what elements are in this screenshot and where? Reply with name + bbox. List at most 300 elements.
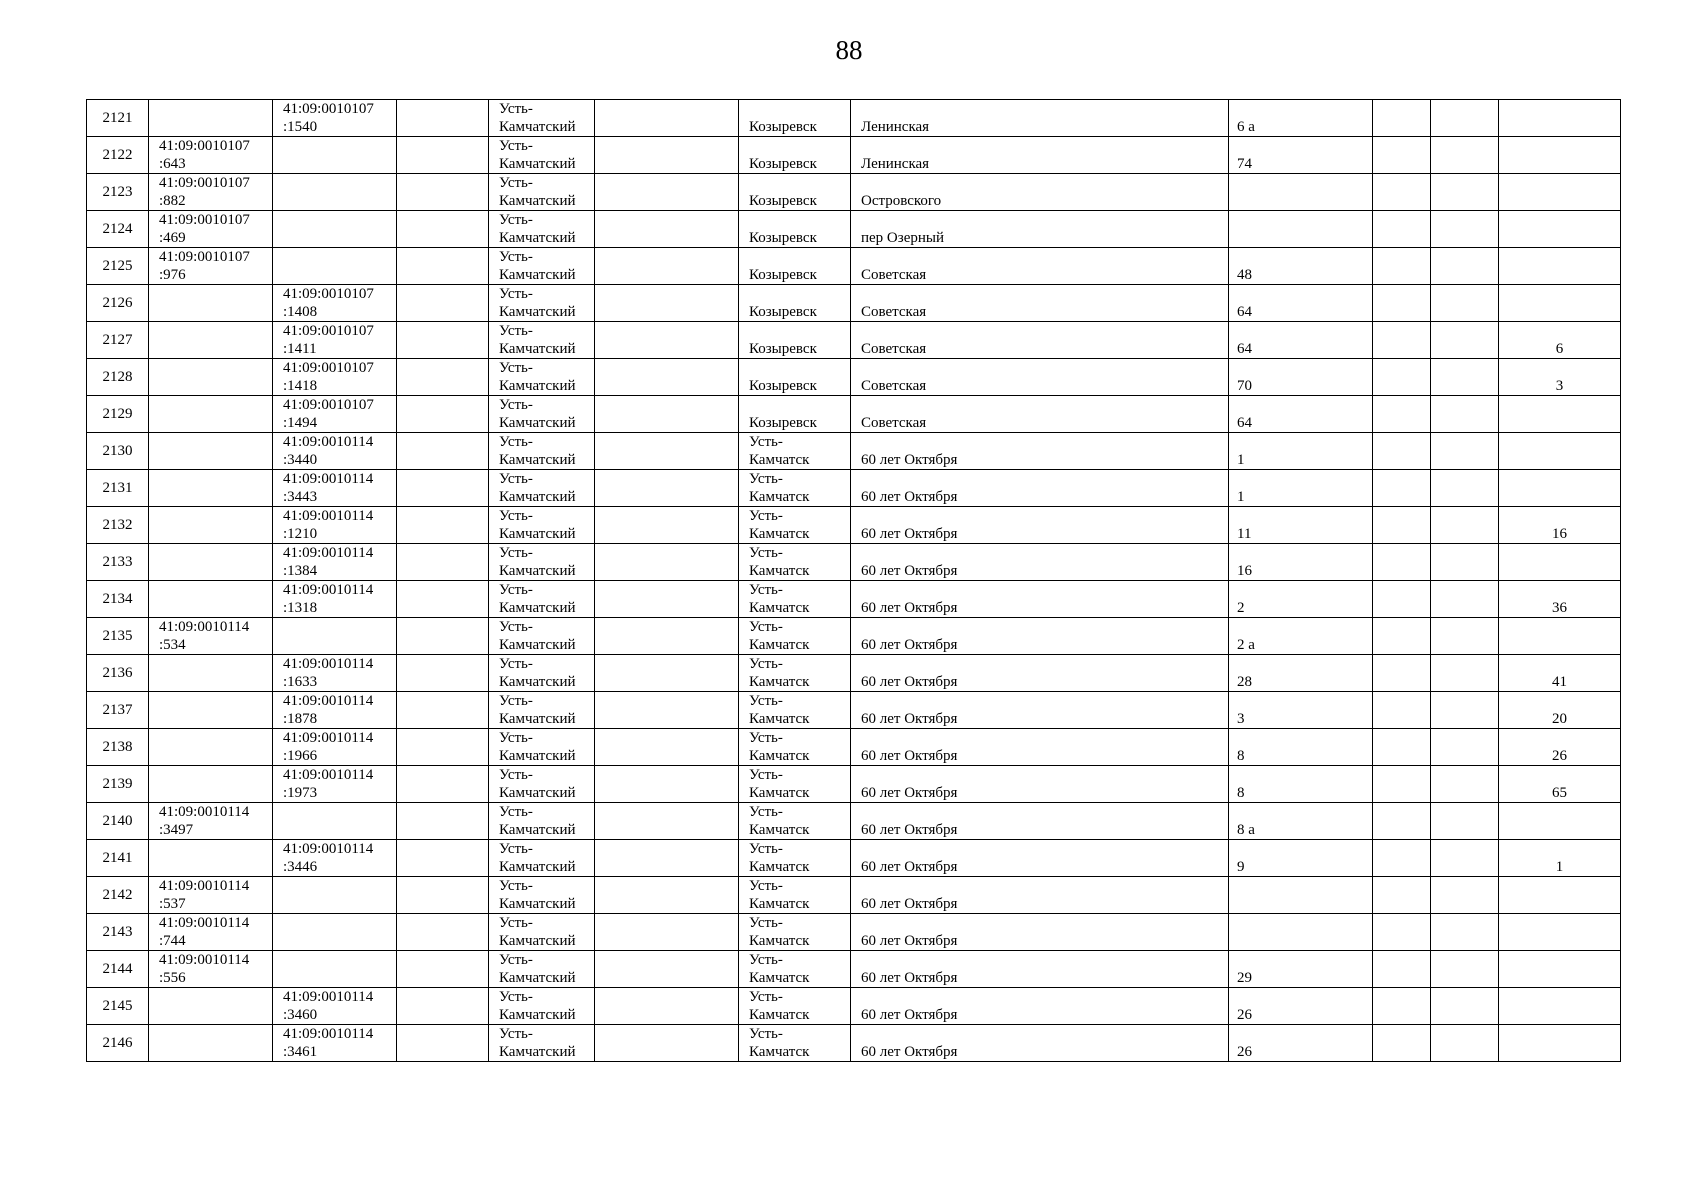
table-row xyxy=(87,951,1621,988)
cell-house: 9 xyxy=(1229,840,1373,877)
cell-house: 2 xyxy=(1229,581,1373,618)
cell-col-4 xyxy=(397,100,489,137)
cell-cadastral-number-a xyxy=(149,988,273,1025)
cell-house: 74 xyxy=(1229,137,1373,174)
cell-col-10 xyxy=(1373,951,1431,988)
cell-col-11 xyxy=(1431,914,1499,951)
cell-apartment xyxy=(1499,988,1621,1025)
cell-street: 60 лет Октября xyxy=(851,877,1229,914)
cell-house: 16 xyxy=(1229,544,1373,581)
cell-col-10 xyxy=(1373,581,1431,618)
cell-house: 2 а xyxy=(1229,618,1373,655)
cell-col-6 xyxy=(595,766,739,803)
cell-house: 64 xyxy=(1229,396,1373,433)
cell-col-4 xyxy=(397,544,489,581)
cell-street: 60 лет Октября xyxy=(851,729,1229,766)
cell-apartment: 65 xyxy=(1499,766,1621,803)
cell-row-number: 2140 xyxy=(87,803,149,840)
cell-col-11 xyxy=(1431,840,1499,877)
cell-row-number: 2122 xyxy=(87,137,149,174)
cell-col-10 xyxy=(1373,840,1431,877)
cell-street: 60 лет Октября xyxy=(851,433,1229,470)
cell-house: 3 xyxy=(1229,692,1373,729)
cell-apartment xyxy=(1499,618,1621,655)
cell-col-4 xyxy=(397,211,489,248)
cell-district: Усть- Камчатский xyxy=(489,840,595,877)
table-row xyxy=(87,507,1621,544)
cell-district: Усть- Камчатский xyxy=(489,692,595,729)
cell-street: 60 лет Октября xyxy=(851,803,1229,840)
cell-cadastral-number-b: 41:09:0010114 :1210 xyxy=(273,507,397,544)
cell-locality: Усть- Камчатск xyxy=(739,951,851,988)
cell-district: Усть- Камчатский xyxy=(489,137,595,174)
cell-cadastral-number-b: 41:09:0010114 :1384 xyxy=(273,544,397,581)
cell-district: Усть- Камчатский xyxy=(489,655,595,692)
cell-col-4 xyxy=(397,285,489,322)
table-row xyxy=(87,729,1621,766)
cell-cadastral-number-b xyxy=(273,618,397,655)
cell-col-11 xyxy=(1431,433,1499,470)
cell-col-4 xyxy=(397,877,489,914)
cell-district: Усть- Камчатский xyxy=(489,359,595,396)
cell-col-11 xyxy=(1431,1025,1499,1062)
cell-col-6 xyxy=(595,285,739,322)
cell-col-11 xyxy=(1431,359,1499,396)
cell-row-number: 2125 xyxy=(87,248,149,285)
cell-row-number: 2137 xyxy=(87,692,149,729)
cell-row-number: 2121 xyxy=(87,100,149,137)
cell-locality: Козыревск xyxy=(739,248,851,285)
cell-col-4 xyxy=(397,248,489,285)
cell-col-6 xyxy=(595,655,739,692)
cell-cadastral-number-b: 41:09:0010114 :3440 xyxy=(273,433,397,470)
cell-cadastral-number-b: 41:09:0010114 :1633 xyxy=(273,655,397,692)
cell-locality: Усть- Камчатск xyxy=(739,433,851,470)
table-row xyxy=(87,581,1621,618)
cell-col-11 xyxy=(1431,877,1499,914)
cell-district: Усть- Камчатский xyxy=(489,544,595,581)
cell-col-10 xyxy=(1373,174,1431,211)
cell-apartment xyxy=(1499,248,1621,285)
cell-house: 26 xyxy=(1229,988,1373,1025)
cell-street: Островского xyxy=(851,174,1229,211)
cell-locality: Усть- Камчатск xyxy=(739,877,851,914)
cell-col-10 xyxy=(1373,988,1431,1025)
cell-row-number: 2124 xyxy=(87,211,149,248)
cell-district: Усть- Камчатский xyxy=(489,914,595,951)
cell-district: Усть- Камчатский xyxy=(489,100,595,137)
table-row xyxy=(87,433,1621,470)
cell-house xyxy=(1229,174,1373,211)
cell-col-4 xyxy=(397,766,489,803)
cell-row-number: 2144 xyxy=(87,951,149,988)
cell-street: Ленинская xyxy=(851,100,1229,137)
cell-apartment xyxy=(1499,137,1621,174)
cell-apartment: 3 xyxy=(1499,359,1621,396)
cell-apartment xyxy=(1499,100,1621,137)
cell-district: Усть- Камчатский xyxy=(489,951,595,988)
cell-col-6 xyxy=(595,470,739,507)
table-row xyxy=(87,470,1621,507)
cell-cadastral-number-b: 41:09:0010114 :1318 xyxy=(273,581,397,618)
cell-col-10 xyxy=(1373,507,1431,544)
cell-col-10 xyxy=(1373,766,1431,803)
cell-col-11 xyxy=(1431,137,1499,174)
cell-apartment xyxy=(1499,803,1621,840)
cell-apartment xyxy=(1499,1025,1621,1062)
cell-row-number: 2136 xyxy=(87,655,149,692)
cell-col-4 xyxy=(397,507,489,544)
cell-district: Усть- Камчатский xyxy=(489,396,595,433)
cell-col-4 xyxy=(397,692,489,729)
cell-col-10 xyxy=(1373,470,1431,507)
cell-row-number: 2130 xyxy=(87,433,149,470)
cell-col-11 xyxy=(1431,322,1499,359)
cell-locality: Усть- Камчатск xyxy=(739,544,851,581)
cell-col-6 xyxy=(595,359,739,396)
cell-locality: Козыревск xyxy=(739,396,851,433)
cell-street: 60 лет Октября xyxy=(851,581,1229,618)
cell-col-10 xyxy=(1373,618,1431,655)
cell-col-11 xyxy=(1431,100,1499,137)
cell-col-10 xyxy=(1373,137,1431,174)
cell-col-11 xyxy=(1431,581,1499,618)
table-row xyxy=(87,914,1621,951)
table-row xyxy=(87,692,1621,729)
cell-row-number: 2123 xyxy=(87,174,149,211)
cell-col-4 xyxy=(397,914,489,951)
cell-street: 60 лет Октября xyxy=(851,618,1229,655)
cell-col-10 xyxy=(1373,359,1431,396)
cell-locality: Усть- Камчатск xyxy=(739,840,851,877)
cell-locality: Усть- Камчатск xyxy=(739,1025,851,1062)
cell-apartment: 6 xyxy=(1499,322,1621,359)
cell-col-10 xyxy=(1373,877,1431,914)
cell-row-number: 2146 xyxy=(87,1025,149,1062)
cell-cadastral-number-a xyxy=(149,581,273,618)
cell-district: Усть- Камчатский xyxy=(489,470,595,507)
cell-cadastral-number-a xyxy=(149,396,273,433)
cell-col-6 xyxy=(595,1025,739,1062)
cell-cadastral-number-a xyxy=(149,100,273,137)
cell-col-6 xyxy=(595,248,739,285)
table-row xyxy=(87,803,1621,840)
cell-col-4 xyxy=(397,729,489,766)
cell-cadastral-number-b: 41:09:0010114 :3461 xyxy=(273,1025,397,1062)
table-row xyxy=(87,618,1621,655)
cell-locality: Усть- Камчатск xyxy=(739,766,851,803)
cell-district: Усть- Камчатский xyxy=(489,322,595,359)
cell-col-10 xyxy=(1373,211,1431,248)
cell-district: Усть- Камчатский xyxy=(489,248,595,285)
cell-street: 60 лет Октября xyxy=(851,507,1229,544)
cell-col-6 xyxy=(595,988,739,1025)
cell-cadastral-number-b xyxy=(273,174,397,211)
table-row xyxy=(87,766,1621,803)
cell-col-4 xyxy=(397,840,489,877)
cell-cadastral-number-a: 41:09:0010107 :976 xyxy=(149,248,273,285)
cell-cadastral-number-a: 41:09:0010107 :882 xyxy=(149,174,273,211)
cell-col-6 xyxy=(595,803,739,840)
cell-cadastral-number-b: 41:09:0010107 :1411 xyxy=(273,322,397,359)
cell-cadastral-number-b xyxy=(273,914,397,951)
cell-locality: Козыревск xyxy=(739,174,851,211)
cell-house: 29 xyxy=(1229,951,1373,988)
cell-row-number: 2132 xyxy=(87,507,149,544)
cell-locality: Усть- Камчатск xyxy=(739,581,851,618)
cell-col-6 xyxy=(595,840,739,877)
cell-col-4 xyxy=(397,951,489,988)
cell-locality: Козыревск xyxy=(739,359,851,396)
cell-house: 64 xyxy=(1229,322,1373,359)
cell-apartment: 20 xyxy=(1499,692,1621,729)
cell-col-4 xyxy=(397,803,489,840)
cell-col-10 xyxy=(1373,100,1431,137)
cell-apartment: 26 xyxy=(1499,729,1621,766)
cell-col-11 xyxy=(1431,655,1499,692)
cell-cadastral-number-b xyxy=(273,951,397,988)
table-row xyxy=(87,1025,1621,1062)
cell-col-10 xyxy=(1373,692,1431,729)
cell-locality: Козыревск xyxy=(739,100,851,137)
cell-street: Советская xyxy=(851,359,1229,396)
cell-col-4 xyxy=(397,396,489,433)
cell-row-number: 2129 xyxy=(87,396,149,433)
cell-house xyxy=(1229,914,1373,951)
cell-locality: Усть- Камчатск xyxy=(739,692,851,729)
cell-col-11 xyxy=(1431,951,1499,988)
table-row xyxy=(87,988,1621,1025)
cell-house: 6 а xyxy=(1229,100,1373,137)
cell-cadastral-number-a xyxy=(149,544,273,581)
cell-street: 60 лет Октября xyxy=(851,692,1229,729)
cell-district: Усть- Камчатский xyxy=(489,729,595,766)
cell-cadastral-number-a: 41:09:0010114 :534 xyxy=(149,618,273,655)
cell-col-11 xyxy=(1431,803,1499,840)
cell-row-number: 2139 xyxy=(87,766,149,803)
cell-col-6 xyxy=(595,100,739,137)
cell-cadastral-number-a xyxy=(149,359,273,396)
cell-col-10 xyxy=(1373,1025,1431,1062)
cell-house: 1 xyxy=(1229,433,1373,470)
cell-cadastral-number-b: 41:09:0010114 :1966 xyxy=(273,729,397,766)
cell-col-6 xyxy=(595,433,739,470)
cell-district: Усть- Камчатский xyxy=(489,803,595,840)
cell-col-11 xyxy=(1431,692,1499,729)
cell-col-10 xyxy=(1373,803,1431,840)
cell-cadastral-number-b: 41:09:0010107 :1494 xyxy=(273,396,397,433)
cell-col-6 xyxy=(595,581,739,618)
cell-row-number: 2138 xyxy=(87,729,149,766)
cell-cadastral-number-a xyxy=(149,766,273,803)
cell-cadastral-number-b xyxy=(273,877,397,914)
cell-house: 28 xyxy=(1229,655,1373,692)
table-row xyxy=(87,544,1621,581)
cell-district: Усть- Камчатский xyxy=(489,1025,595,1062)
cell-col-6 xyxy=(595,877,739,914)
cell-col-10 xyxy=(1373,285,1431,322)
cell-apartment: 16 xyxy=(1499,507,1621,544)
cell-street: 60 лет Октября xyxy=(851,766,1229,803)
cell-cadastral-number-a xyxy=(149,507,273,544)
table-row xyxy=(87,877,1621,914)
cell-col-6 xyxy=(595,211,739,248)
cell-district: Усть- Камчатский xyxy=(489,211,595,248)
cell-col-11 xyxy=(1431,470,1499,507)
cell-row-number: 2145 xyxy=(87,988,149,1025)
cell-row-number: 2127 xyxy=(87,322,149,359)
cell-col-6 xyxy=(595,914,739,951)
cell-cadastral-number-a xyxy=(149,285,273,322)
cell-cadastral-number-b xyxy=(273,803,397,840)
cell-house: 64 xyxy=(1229,285,1373,322)
cell-col-10 xyxy=(1373,544,1431,581)
cell-col-4 xyxy=(397,137,489,174)
cell-cadastral-number-a: 41:09:0010107 :469 xyxy=(149,211,273,248)
cell-cadastral-number-a xyxy=(149,322,273,359)
cell-cadastral-number-a xyxy=(149,840,273,877)
table-row xyxy=(87,655,1621,692)
page-number: 88 xyxy=(835,35,863,65)
cell-col-11 xyxy=(1431,174,1499,211)
cell-col-11 xyxy=(1431,766,1499,803)
cell-district: Усть- Камчатский xyxy=(489,766,595,803)
cell-row-number: 2126 xyxy=(87,285,149,322)
cell-cadastral-number-b: 41:09:0010114 :3446 xyxy=(273,840,397,877)
cell-house: 11 xyxy=(1229,507,1373,544)
cell-house: 8 а xyxy=(1229,803,1373,840)
cell-street: пер Озерный xyxy=(851,211,1229,248)
cell-col-11 xyxy=(1431,988,1499,1025)
cell-apartment xyxy=(1499,951,1621,988)
cell-cadastral-number-b: 41:09:0010107 :1408 xyxy=(273,285,397,322)
cell-apartment xyxy=(1499,433,1621,470)
cell-locality: Усть- Камчатск xyxy=(739,803,851,840)
cell-house: 70 xyxy=(1229,359,1373,396)
cell-locality: Усть- Камчатск xyxy=(739,914,851,951)
cell-col-11 xyxy=(1431,544,1499,581)
cell-col-4 xyxy=(397,581,489,618)
cell-street: Ленинская xyxy=(851,137,1229,174)
cell-cadastral-number-a xyxy=(149,433,273,470)
cell-col-4 xyxy=(397,322,489,359)
cell-locality: Козыревск xyxy=(739,137,851,174)
cell-col-6 xyxy=(595,544,739,581)
cell-cadastral-number-b: 41:09:0010114 :3443 xyxy=(273,470,397,507)
cell-cadastral-number-a xyxy=(149,470,273,507)
cell-cadastral-number-b xyxy=(273,211,397,248)
cell-col-4 xyxy=(397,1025,489,1062)
cell-col-11 xyxy=(1431,396,1499,433)
cell-col-10 xyxy=(1373,433,1431,470)
cell-cadastral-number-b: 41:09:0010114 :1973 xyxy=(273,766,397,803)
cell-cadastral-number-a xyxy=(149,729,273,766)
registry-table xyxy=(86,99,1621,1062)
cell-locality: Козыревск xyxy=(739,285,851,322)
cell-cadastral-number-b: 41:09:0010107 :1418 xyxy=(273,359,397,396)
cell-district: Усть- Камчатский xyxy=(489,507,595,544)
cell-col-6 xyxy=(595,322,739,359)
cell-house: 8 xyxy=(1229,729,1373,766)
cell-row-number: 2143 xyxy=(87,914,149,951)
cell-col-6 xyxy=(595,174,739,211)
cell-col-4 xyxy=(397,359,489,396)
cell-cadastral-number-a xyxy=(149,655,273,692)
cell-apartment xyxy=(1499,470,1621,507)
cell-locality: Козыревск xyxy=(739,211,851,248)
cell-cadastral-number-a: 41:09:0010114 :744 xyxy=(149,914,273,951)
cell-street: Советская xyxy=(851,396,1229,433)
cell-street: 60 лет Октября xyxy=(851,544,1229,581)
cell-cadastral-number-b xyxy=(273,137,397,174)
cell-locality: Усть- Камчатск xyxy=(739,618,851,655)
cell-col-4 xyxy=(397,470,489,507)
cell-col-4 xyxy=(397,433,489,470)
cell-district: Усть- Камчатский xyxy=(489,618,595,655)
cell-col-6 xyxy=(595,507,739,544)
cell-street: 60 лет Октября xyxy=(851,470,1229,507)
table-row xyxy=(87,211,1621,248)
cell-col-11 xyxy=(1431,248,1499,285)
cell-apartment: 36 xyxy=(1499,581,1621,618)
cell-apartment xyxy=(1499,877,1621,914)
table-row xyxy=(87,248,1621,285)
cell-street: Советская xyxy=(851,285,1229,322)
cell-col-6 xyxy=(595,618,739,655)
cell-cadastral-number-a xyxy=(149,1025,273,1062)
registry-table-body xyxy=(87,100,1621,1062)
cell-cadastral-number-a xyxy=(149,692,273,729)
cell-col-10 xyxy=(1373,729,1431,766)
cell-apartment: 41 xyxy=(1499,655,1621,692)
cell-row-number: 2131 xyxy=(87,470,149,507)
cell-district: Усть- Камчатский xyxy=(489,988,595,1025)
cell-street: 60 лет Октября xyxy=(851,1025,1229,1062)
cell-row-number: 2135 xyxy=(87,618,149,655)
table-row xyxy=(87,840,1621,877)
cell-col-10 xyxy=(1373,248,1431,285)
cell-house: 26 xyxy=(1229,1025,1373,1062)
cell-cadastral-number-a: 41:09:0010107 :643 xyxy=(149,137,273,174)
cell-row-number: 2142 xyxy=(87,877,149,914)
cell-col-11 xyxy=(1431,211,1499,248)
cell-row-number: 2133 xyxy=(87,544,149,581)
cell-cadastral-number-a: 41:09:0010114 :537 xyxy=(149,877,273,914)
cell-apartment: 1 xyxy=(1499,840,1621,877)
cell-district: Усть- Камчатский xyxy=(489,877,595,914)
table-row xyxy=(87,100,1621,137)
cell-locality: Козыревск xyxy=(739,322,851,359)
table-row xyxy=(87,322,1621,359)
cell-row-number: 2141 xyxy=(87,840,149,877)
cell-cadastral-number-b: 41:09:0010114 :3460 xyxy=(273,988,397,1025)
cell-locality: Усть- Камчатск xyxy=(739,988,851,1025)
cell-district: Усть- Камчатский xyxy=(489,433,595,470)
cell-district: Усть- Камчатский xyxy=(489,285,595,322)
cell-apartment xyxy=(1499,211,1621,248)
table-row xyxy=(87,359,1621,396)
cell-cadastral-number-a: 41:09:0010114 :556 xyxy=(149,951,273,988)
cell-cadastral-number-b: 41:09:0010114 :1878 xyxy=(273,692,397,729)
table-row xyxy=(87,174,1621,211)
cell-col-11 xyxy=(1431,285,1499,322)
cell-street: 60 лет Октября xyxy=(851,988,1229,1025)
cell-locality: Усть- Камчатск xyxy=(739,655,851,692)
cell-locality: Усть- Камчатск xyxy=(739,470,851,507)
cell-col-6 xyxy=(595,951,739,988)
cell-col-11 xyxy=(1431,618,1499,655)
cell-house xyxy=(1229,877,1373,914)
